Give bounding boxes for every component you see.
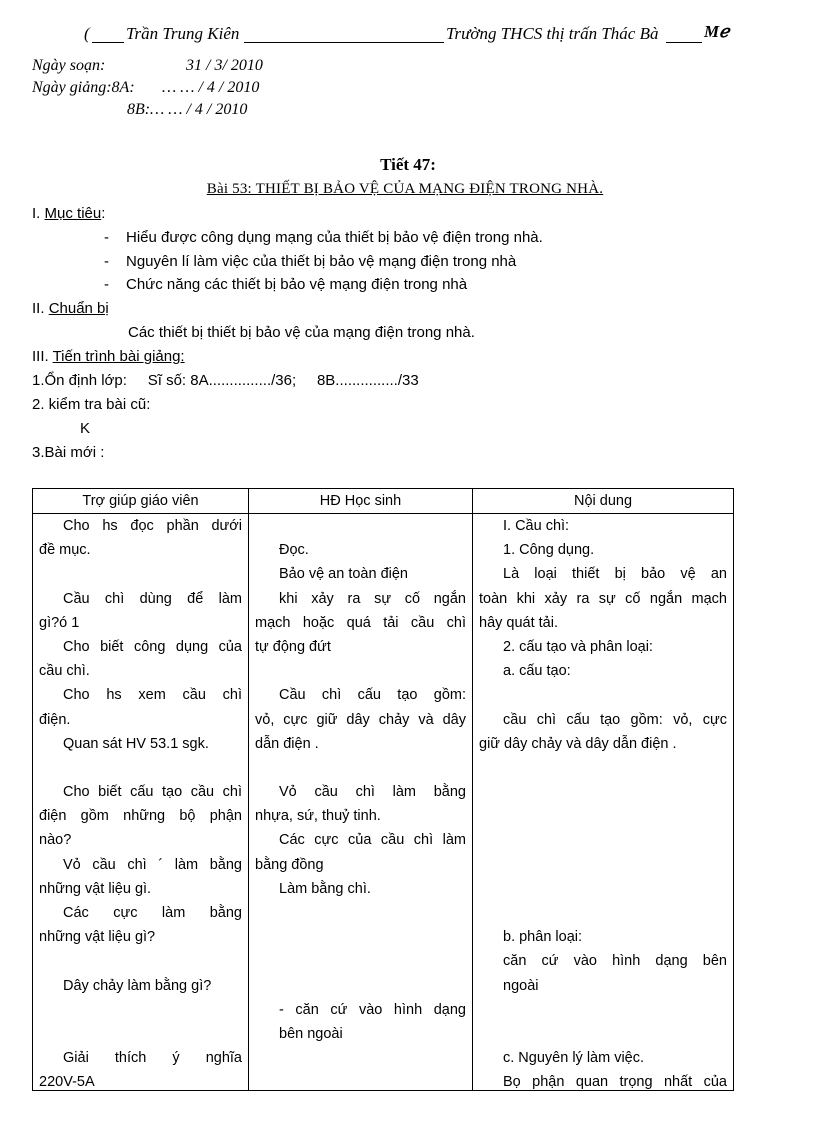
teacher-line: Cho hs xem cầu chì [63,687,242,704]
objective-item: Hiểu được công dụng mạng của thiết bị bảo vệ điện trong nhà. [126,229,543,246]
blank-line [255,659,466,683]
teacher-line: Quan sát HV 53.1 sgk. [63,735,209,752]
teacher-line: điện gồm những bộ phận [39,808,242,825]
student-line: dẫn điện . [255,735,319,752]
blank-line [255,949,466,973]
blank-line [479,804,727,828]
blank-line [479,1022,727,1046]
blank-line [39,562,242,586]
header-content: Nội dung [473,489,734,514]
student-line: Đọc. [279,542,309,559]
section-preparation-heading: II. Chuẩn bị [32,300,109,317]
blank-line [479,683,727,707]
teacher-line: Cho biết cấu tạo cầu chì [63,784,242,801]
content-column [479,514,727,1090]
student-line: mạch hoặc quá tải cầu chì [255,614,466,631]
student-line: Cầu chì cấu tạo gồm: [279,687,466,704]
teacher-name: Trần Trung Kiên [126,24,240,43]
blank-line [255,1046,466,1070]
header-student: HĐ Học sinh [249,489,473,514]
bullet-dash: - [104,229,109,246]
header-teacher: Trợ giúp giáo viên [33,489,249,514]
preparation-text: Các thiết bị thiết bị bảo vệ của mạng điện trong nhà. [128,324,475,341]
student-line: bên ngoài [279,1025,343,1042]
blank-line [479,828,727,852]
student-line: tự động đứt [255,638,331,655]
teacher-line: điện. [39,711,71,728]
blank-line [479,998,727,1022]
lesson-period: Tiết 47: [380,155,436,174]
student-line: Các cực của cầu chì làm [279,832,466,849]
teacher-line: Cầu chì dùng để làm [63,590,242,607]
header-rule [666,42,702,43]
teacher-line: gì?ó 1 [39,614,80,631]
lesson-table [32,488,734,1091]
lesson-title: Bài 53: THIẾT BỊ BẢO VỆ CỦA MẠNG ĐIỆN TRONG NHÀ. [206,181,604,197]
blank-line [255,925,466,949]
content-line: b. phân loại: [503,929,583,946]
header-rule [92,42,124,43]
student-line: - căn cứ vào hình dạng [279,1001,466,1018]
school-name: Trường THCS thị trấn Thác Bà [446,24,659,43]
content-line: giữ dây chảy và dây dẫn điện . [479,735,677,752]
content-line: ngoài [503,977,539,994]
objective-item: Nguyên lí làm việc của thiết bị bảo vệ mạng điện trong nhà [126,253,517,270]
content-line: 2. cấu tạo và phân loại: [503,638,653,655]
content-line: hây quát tải. [479,614,558,631]
blank-line [479,877,727,901]
teacher-line: Vỏ cầu chì ´ làm bằng [63,856,242,873]
student-line: vỏ, cực giữ dây chảy và dây [255,711,466,728]
review-answer: K [80,420,91,437]
blank-line [255,974,466,998]
student-line: Làm bằng chì. [279,880,371,897]
content-line: I. Cầu chì: [503,518,570,534]
blank-line [39,949,242,973]
student-column [255,514,466,1090]
content-line: c. Nguyên lý làm việc. [503,1050,645,1067]
teacher-line: Giải thích ý nghĩa [63,1050,242,1067]
table-header-row [33,489,734,514]
content-line: cầu chì cấu tạo gồm: vỏ, cực [503,711,727,728]
blank-line [39,756,242,780]
signature-mark: Mℯ [704,22,730,41]
student-line: nhựa, sứ, thuỷ tinh. [255,808,381,825]
blank-line [255,901,466,925]
header-rule [244,42,444,43]
new-lesson-heading: 3.Bài mới : [32,444,105,461]
content-line: a. cấu tạo: [503,663,571,680]
bullet-dash: - [104,276,109,293]
teacher-line: Cho biết công dụng của [63,638,242,655]
teacher-line: Các cực làm bằng [63,905,242,921]
blank-line [479,853,727,877]
blank-line [479,756,727,780]
blank-line [255,756,466,780]
blank-line [479,780,727,804]
student-line: bằng đồng [255,856,324,873]
section-objectives-heading: I. Mục tiêu: [32,205,106,222]
student-line: khi xảy ra sự cố ngắn [279,590,466,607]
teacher-line: Cho hs đọc phần dưới [63,518,242,534]
class-8b-label: 8B: [127,101,151,118]
class-stabilization: 1.Ổn định lớp: Sĩ số: 8A.............../36; 8B.............../33 [32,372,419,389]
content-line: Là loại thiết bị bảo vệ an [503,566,727,583]
review-heading: 2. kiểm tra bài cũ: [32,396,151,413]
prep-date-label: Ngày soạn: [32,57,106,74]
teacher-line: những vật liệu gì. [39,880,152,897]
content-line: căn cứ vào hình dạng bên [503,953,727,970]
header-open-paren: ( [84,24,90,43]
prep-date-value: 31 / 3/ 2010 [186,57,263,74]
bullet-dash: - [104,253,109,270]
content-line: Bọ phận quan trọng nhất của [503,1074,727,1090]
teacher-line: Dây chảy làm bằng gì? [63,977,212,994]
teach-date-8b: … … / 4 / 2010 [150,101,248,118]
student-line: Vỏ cầu chì làm bằng [279,784,466,801]
teacher-line: những vật liệu gì? [39,929,156,946]
teacher-line: nào? [39,832,72,849]
teacher-line: 220V-5A [39,1074,95,1090]
blank-line [255,1070,466,1090]
blank-line [39,1022,242,1046]
table-row [33,514,734,1091]
objective-item: Chức năng các thiết bị bảo vệ mạng điện trong nhà [126,276,468,293]
teacher-line: cầu chì. [39,663,90,680]
teacher-line: đề mục. [39,542,91,559]
section-process-heading: III. Tiến trình bài giảng: [32,348,185,365]
content-line: toàn khi xảy ra sự cố ngắn mạch [479,590,727,607]
blank-line [479,901,727,925]
teach-date-label: Ngày giảng:8A: [32,79,135,96]
content-line: 1. Công dụng. [503,542,595,559]
teach-date-8a: … … / 4 / 2010 [162,79,260,96]
student-line: Bảo vệ an toàn điện [279,566,408,583]
teacher-column [39,514,242,1090]
blank-line [39,998,242,1022]
blank-line [255,514,466,538]
